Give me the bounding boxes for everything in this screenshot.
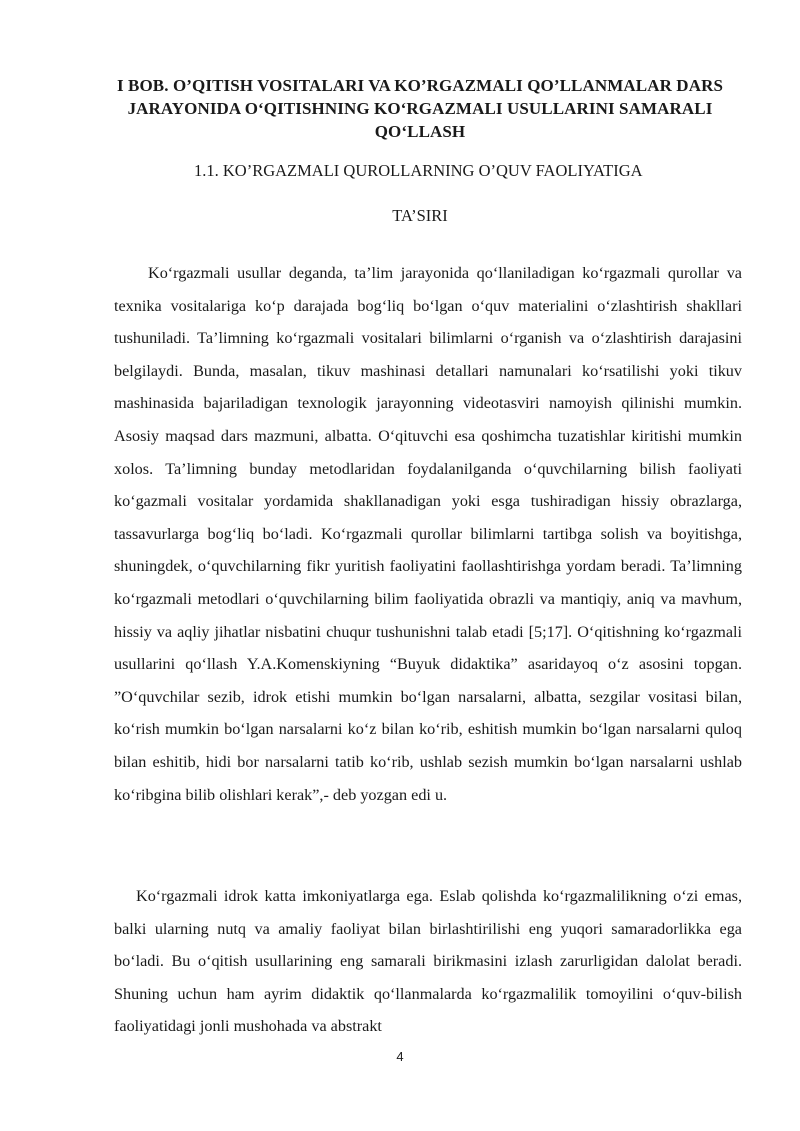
page-number: 4	[396, 1049, 404, 1064]
section-heading-line-2: TA’SIRI	[392, 206, 448, 225]
section-heading-line-1: 1.1. KO’RGAZMALI QUROLLARNING O’QUV FAOLIYATIGA	[194, 161, 643, 180]
body-paragraph-1: Ko‘rgazmali usullar deganda, ta’lim jarayonida qo‘llaniladigan ko‘rgazmali qurollar va texnika vositalariga ko‘p darajada bog‘liq bo‘lgan o‘quv materialini o‘zlashtirish shakllari tushuniladi. Ta’limning ko‘rgazmali vositalari bilimlarni o‘rganish va o‘zlashtirish darajasini belgilaydi. Bunda, masalan, tikuv mashinasi detallari namunalari ko‘rsatilishi yoki tikuv mashinasida bajariladigan texnologik jarayonning videotasviri namoyish qilinishi mumkin. Asosiy maqsad dars mazmuni, albatta. O‘qituvchi esa qoshimcha tuzatishlar kiritishi mumkin xolos. Ta’limning bunday metodlaridan foydalanilganda o‘quvchilarning bilish faoliyati ko‘gazmali vositalar yordamida shakllanadigan yoki esga tushiradigan hissiy obrazlarga, tassavurlarga bog‘liq bo‘ladi. Ko‘rgazmali qurollar bilimlarni tartibga solish va boyitishga, shuningdek, o‘quvchilarning fikr yuritish faoliyatini faollashtirishga yordam beradi. Ta’limning ko‘rgazmali metodlari o‘quvchilarning bilim faoliyatida obrazli va mantiqiy, aniq va mavhum, hissiy va aqliy jihatlar nisbatini chuqur tushunishni talab etadi [5;17]. O‘qitishning ko‘rgazmali usullarini qo‘llash Y.A.Komenskiyning “Buyuk didaktika” asaridayoq o‘z asosini topgan. ”O‘quvchilar sezib, idrok etishi mumkin bo‘lgan narsalarni, albatta, sezgilar vositasi bilan, ko‘rish mumkin bo‘lgan narsalarni ko‘z bilan ko‘rib, eshitish mumkin bo‘lgan narsalarni quloq bilan eshitib, hidi bor narsalarni tatib ko‘rib, ushlab sezish mumkin bo‘lgan narsalarni ushlab ko‘ribgina bilib olishlari kerak”,- deb yozgan edi u.	[114, 264, 742, 804]
chapter-title: I BOB. O’QITISH VOSITALARI VA KO’RGAZMALI QO’LLANMALAR DARS JARAYONIDA O‘QITISHNING KO‘RGAZMALI USULLARINI SAMARALI QO‘LLASH	[116, 76, 723, 141]
body-paragraph-2: Ko‘rgazmali idrok katta imkoniyatlarga ega. Eslab qolishda ko‘rgazmalilikning o‘zi emas, balki ularning nutq va amaliy faoliyat bilan birlashtirilishi eng yuqori samaradorlikka ega bo‘ladi. Bu o‘qitish usullarining eng samarali birikmasini izlash zarurligidan dalolat beradi. Shuning uchun ham ayrim didaktik qo‘llanmalarda ko‘rgazmalilik tomoyilini o‘quv-bilish faoliyatidagi jonli mushohada va abstrakt	[114, 887, 742, 1036]
